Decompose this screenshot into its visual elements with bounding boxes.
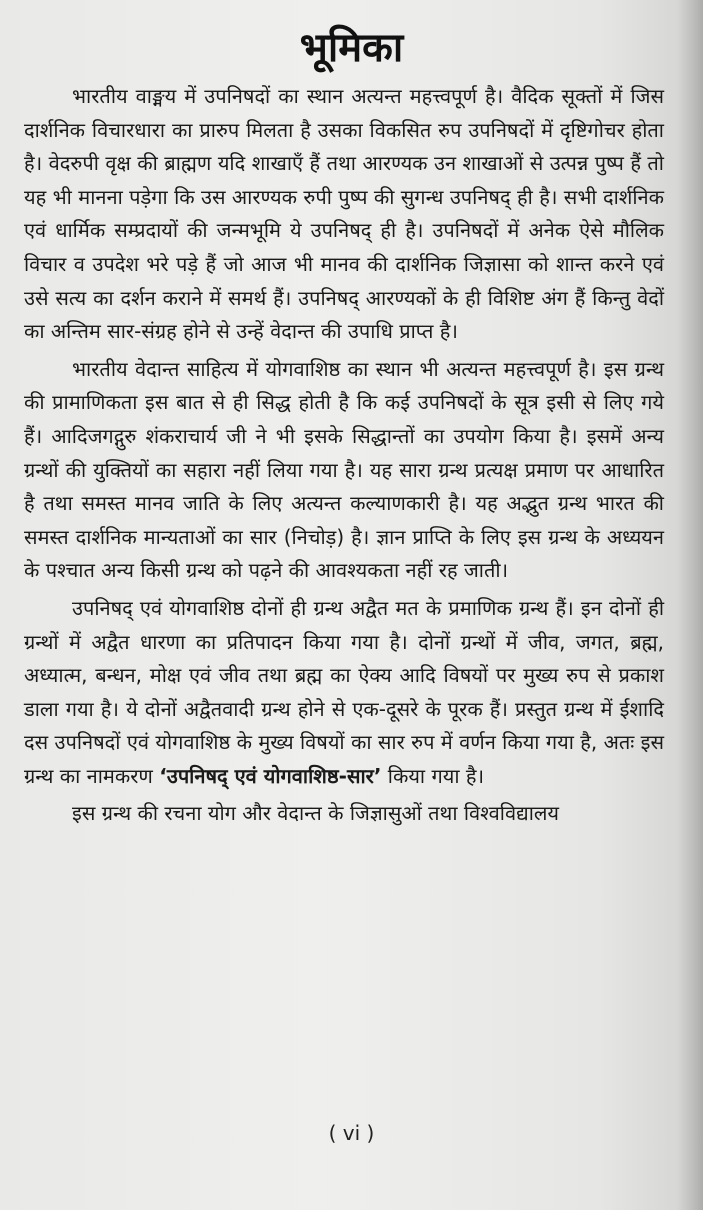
book-title-quote: ‘उपनिषद् एवं योगवाशिष्ठ-सार’: [159, 763, 382, 788]
paragraph-3: [24, 592, 664, 794]
page-number: ( vi ): [328, 1121, 375, 1145]
paragraph-2: भारतीय वेदान्त साहित्य में योगवाशिष्ठ का स्थान भी अत्यन्त महत्त्वपूर्ण है। इस ग्रन्थ की प्रामाणिकता इस बात से ही सिद्ध होती है कि कई उपनिषदों के सूत्र इसी से लिए गये हैं। आदिजगद्गुरु शंकराचार्य जी ने भी इसके सिद्धान्तों का उपयोग किया है। इसमें अन्य ग्रन्थों की युक्तियों का सहारा नहीं लिया गया है। यह सारा ग्रन्थ प्रत्यक्ष प्रमाण पर आधारित है तथा समस्त मानव जाति के लिए अत्यन्त कल्याणकारी है। यह अद्भुत ग्रन्थ भारत की समस्त दार्शनिक मान्यताओं का सार (निचोड़) है। ज्ञान प्राप्ति के लिए इस ग्रन्थ के अध्ययन के पश्चात अन्य किसी ग्रन्थ को पढ़ने की आवश्यकता नहीं रह जाती।: [24, 356, 664, 583]
paragraph-4: इस ग्रन्थ की रचना योग और वेदान्त के जिज्ञासुओं तथा विश्वविद्यालय: [72, 801, 560, 826]
page-title: भूमिका: [299, 25, 404, 71]
body-text: [24, 80, 664, 831]
paragraph-3-text-before: उपनिषद् एवं योगवाशिष्ठ दोनों ही ग्रन्थ अद्वैत मत के प्रमाणिक ग्रन्थ हैं। इन दोनों ही ग्रन्थों में अद्वैत धारणा का प्रतिपादन किया गया है। दोनों ग्रन्थों में जीव, जगत, ब्रह्म, अध्यात्म, बन्धन, मोक्ष एवं जीव तथा ब्रह्म का ऐक्य आदि विषयों पर मुख्य रुप से प्रकाश डाला गया है। ये दोनों अद्वैतवादी ग्रन्थ होने से एक-दूसरे के पूरक हैं। प्रस्तुत ग्रन्थ में ईशादि दस उपनिषदों एवं योगवाशिष्ठ के मुख्य विषयों का सार रुप में वर्णन किया गया है, अतः इस ग्रन्थ का नामकरण: [24, 595, 664, 788]
page-edge-shadow: [677, 0, 703, 1210]
paragraph-1: भारतीय वाङ्मय में उपनिषदों का स्थान अत्यन्त महत्त्वपूर्ण है। वैदिक सूक्तों में जिस दार्शनिक विचारधारा का प्रारुप मिलता है उसका विकसित रुप उपनिषदों में दृष्टिगोचर होता है। वेदरुपी वृक्ष की ब्राह्मण यदि शाखाएँ हैं तथा आरण्यक उन शाखाओं से उत्पन्न पुष्प हैं तो यह भी मानना पड़ेगा कि उस आरण्यक रुपी पुष्प की सुगन्ध उपनिषद् ही है। सभी दार्शनिक एवं धार्मिक सम्प्रदायों की जन्मभूमि ये उपनिषद् ही है। उपनिषदों में अनेक ऐसे मौलिक विचार व उपदेश भरे पड़े हैं जो आज भी मानव की दार्शनिक जिज्ञासा को शान्त करने एवं उसे सत्य का दर्शन कराने में समर्थ हैं। उपनिषद् आरण्यकों के ही विशिष्ट अंग हैं किन्तु वेदों का अन्तिम सार-संग्रह होने से उन्हें वेदान्त की उपाधि प्राप्त है।: [24, 84, 664, 344]
paragraph-3-text-after: किया गया है।: [381, 763, 485, 788]
